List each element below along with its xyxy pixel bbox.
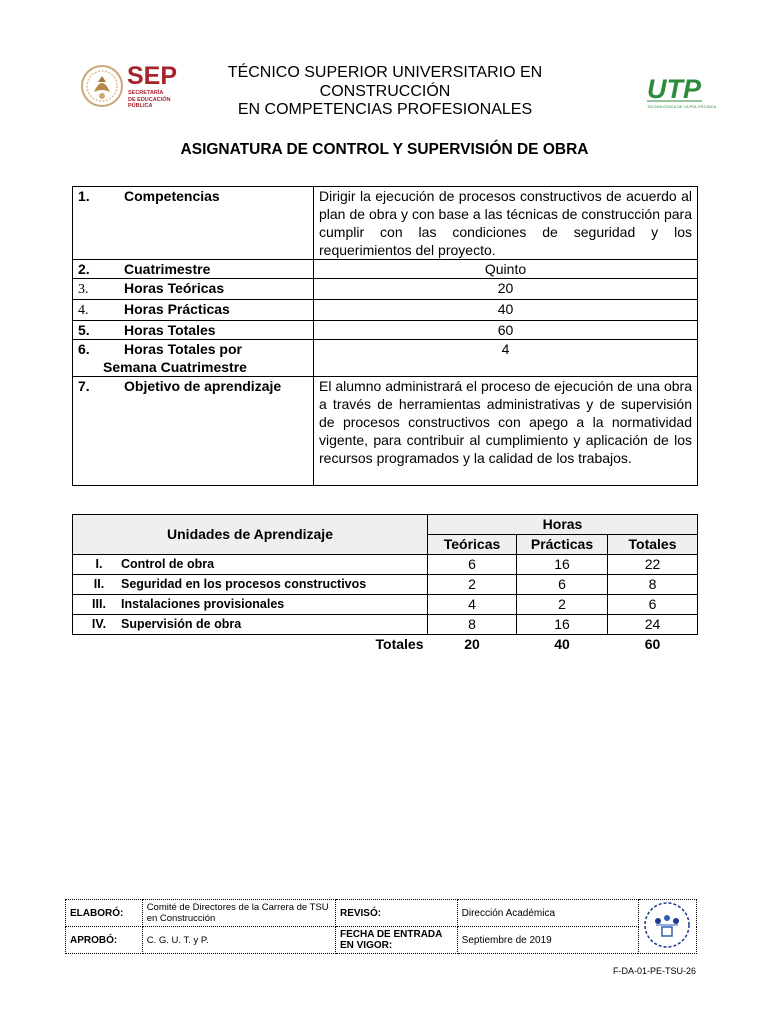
fecha-value: Septiembre de 2019 <box>457 927 638 954</box>
program-title-line: EN COMPETENCIAS PROFESIONALES <box>237 101 533 118</box>
row-label-horas-teoricas: 3. Horas Teóricas <box>73 279 314 300</box>
unit-practicas: 2 <box>517 595 608 615</box>
elaboro-value: Comité de Directores de la Carrera de TSU en Construcción <box>142 900 335 927</box>
table-row <box>73 615 698 635</box>
table-row <box>73 595 698 615</box>
subject-info-table <box>72 186 698 486</box>
unit-practicas: 16 <box>517 555 608 575</box>
competencias-value: Dirigir la ejecución de procesos constructivos de acuerdo al plan de obra y con base a las técnicas de construcción para cumplir con las condiciones de seguridad y los requerimientos del proyecto. <box>314 187 698 260</box>
row-label-horas-practicas: 4. Horas Prácticas <box>73 300 314 321</box>
table-row <box>73 555 698 575</box>
reviso-label: REVISÓ: <box>335 900 457 927</box>
horas-practicas-value: 40 <box>314 300 698 321</box>
fecha-label: FECHA DE ENTRADA EN VIGOR: <box>335 927 457 954</box>
table-header-row <box>73 515 698 535</box>
col-totales: Totales <box>608 535 698 555</box>
unit-totales: 8 <box>608 575 698 595</box>
objetivo-value: El alumno administrará el proceso de ejecución de una obra a través de herramientas administrativas y de supervisión de procesos constructivos con apego a la normatividad vigente, para contribuir al cumplimiento y aplicación de los recursos programados y la calidad de los trabajos. <box>314 377 698 486</box>
document-code: F-DA-01-PE-TSU-26 <box>612 966 696 976</box>
sep-logo <box>80 62 190 114</box>
aprobo-value: C. G. U. T. y P. <box>142 927 335 954</box>
approval-footer-table <box>65 899 697 954</box>
sep-subtitle: SECRETARÍA DE EDUCACIÓN PÚBLICA <box>128 90 171 109</box>
utp-logo-icon <box>644 72 717 118</box>
unit-practicas: 16 <box>517 615 608 635</box>
table-row <box>73 321 698 340</box>
elaboro-label: ELABORÓ: <box>66 900 143 927</box>
learning-units-table <box>72 514 698 654</box>
program-title <box>210 64 560 120</box>
totals-row <box>73 635 698 655</box>
unit-teoricas: 8 <box>428 615 517 635</box>
row-label-horas-semana: 6. Horas Totales por Semana Cuatrimestre <box>73 340 314 377</box>
mexico-seal-icon <box>80 62 124 110</box>
unit-teoricas: 2 <box>428 575 517 595</box>
total-totales: 60 <box>644 636 661 652</box>
unit-teoricas: 6 <box>428 555 517 575</box>
row-label-cuatrimestre: 2. Cuatrimestre <box>73 260 314 279</box>
unit-name: II. Seguridad en los procesos constructivos <box>73 575 428 595</box>
unit-totales: 22 <box>608 555 698 575</box>
horas-teoricas-value: 20 <box>314 279 698 300</box>
utp-caption: TECNOLÓGICA DE LA POLITÉCNICA <box>647 104 717 109</box>
utp-wordmark: UTP <box>647 74 701 104</box>
unit-name: I. Control de obra <box>73 555 428 575</box>
table-row <box>73 187 698 260</box>
row-label-objetivo: 7. Objetivo de aprendizaje <box>73 377 314 486</box>
table-row <box>66 927 697 954</box>
program-title-line: CONSTRUCCIÓN <box>319 82 451 100</box>
table-row <box>73 279 698 300</box>
unit-name: III. Instalaciones provisionales <box>73 595 428 615</box>
table-row <box>73 377 698 486</box>
subject-title: ASIGNATURA DE CONTROL Y SUPERVISIÓN DE OBRA <box>180 141 589 158</box>
total-practicas: 40 <box>554 636 570 652</box>
institution-seal-icon <box>642 900 692 950</box>
unit-totales: 6 <box>608 595 698 615</box>
col-practicas: Prácticas <box>517 535 608 555</box>
col-teoricas: Teóricas <box>428 535 517 555</box>
horas-totales-value: 60 <box>314 321 698 340</box>
utp-logo <box>644 72 717 118</box>
table-row <box>66 900 697 927</box>
table-row <box>73 575 698 595</box>
program-title-line: TÉCNICO SUPERIOR UNIVERSITARIO EN <box>227 64 543 81</box>
units-header: Unidades de Aprendizaje <box>73 515 428 555</box>
totals-label: Totales <box>375 636 424 652</box>
unit-name: IV. Supervisión de obra <box>73 615 428 635</box>
cuatrimestre-value: Quinto <box>314 260 698 279</box>
institution-seal <box>638 900 696 954</box>
horas-semana-value: 4 <box>314 340 698 377</box>
table-row <box>73 260 698 279</box>
unit-totales: 24 <box>608 615 698 635</box>
row-label-competencias: 1. Competencias <box>73 187 314 260</box>
unit-teoricas: 4 <box>428 595 517 615</box>
aprobo-label: APROBÓ: <box>66 927 143 954</box>
sep-wordmark: SEP <box>127 62 178 90</box>
hours-header: Horas <box>428 515 698 535</box>
reviso-value: Dirección Académica <box>457 900 638 927</box>
table-row <box>73 300 698 321</box>
total-teoricas: 20 <box>464 636 480 652</box>
row-label-horas-totales: 5. Horas Totales <box>73 321 314 340</box>
unit-practicas: 6 <box>517 575 608 595</box>
table-row <box>73 340 698 377</box>
